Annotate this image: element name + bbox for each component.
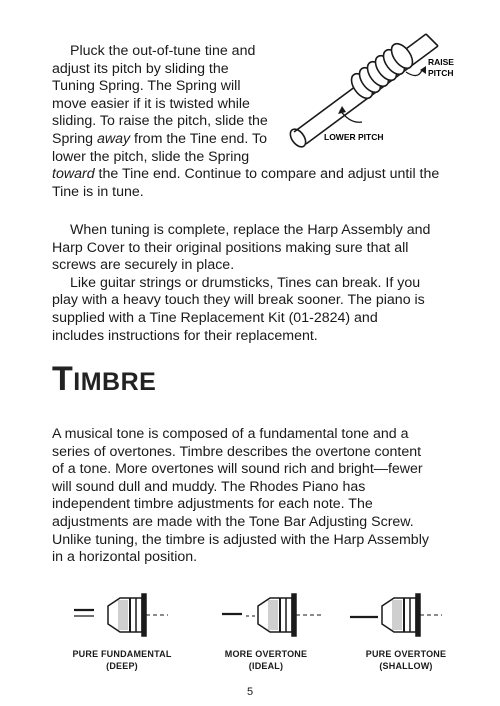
tone-label-line2: (IDEAL) [248,661,284,671]
intro-paragraph [52,43,442,201]
tone-label-line1: MORE OVERTONE [224,649,308,659]
tone-label-line1: PURE OVERTONE [365,649,447,659]
tone-label-pure-overtone [336,648,476,672]
tone-label-line2: (SHALLOW) [379,661,433,671]
heading-initial: T [52,360,74,398]
intro-text-3: the Tine end. Continue to compare and adjust until the Tine is in tune. [52,166,440,200]
tone-label-more-overtone [196,648,336,672]
tone-label-pure-fundamental [52,648,192,672]
heading-rest: IMBRE [73,368,157,396]
intro-text-2: from the Tine end. To lower the pitch, slide the Spring [52,130,268,165]
intro-text-1: Pluck the out-of-tune tine and adjust its pitch by sliding the Tuning Spring. The Spring will move easier if it is twisted while sliding. To raise the pitch, slide the Spring [52,43,268,147]
timbre-paragraph: A musical tone is composed of a fundamental tone and a series of overtones. Timbre describes the overtone content of a tone. More overtones will sound rich and bright—fewer will sound dull and muddy. The Rhodes Piano has independent timbre adjustments for each note. The adjustments are made with the Tone Bar Adjusting Screw. Unlike tuning, the timbre is adjusted with the Harp Assembly in a horizontal position. [52,426,429,566]
tone-diagram-more-overtone [220,590,330,640]
page-number: 5 [246,686,254,698]
tuning-complete-paragraph: When tuning is complete, replace the Harp Assembly and Harp Cover to their original positions making sure that all screws are securely in place. [52,222,431,274]
tone-label-line2: (DEEP) [106,661,138,671]
diagram-space [274,43,442,151]
tone-label-line1: PURE FUNDAMENTAL [72,649,172,659]
lower-pitch-label: LOWER PITCH [324,132,384,142]
tone-diagram-pure-overtone [348,590,458,640]
section-heading-timbre [52,360,157,398]
intro-away-emphasis: away [96,130,131,147]
tuning-complete-section [52,222,432,345]
tine-breakage-paragraph: Like guitar strings or drumsticks, Tines can break. If you play with a heavy touch they will break sooner. The piano is supplied with a Tine Replacement Kit (01-2824) and includes instructions for their replacement. [52,274,425,344]
intro-toward-emphasis: toward [52,166,95,183]
tone-diagram-pure-fundamental [72,590,182,640]
raise-pitch-label: RAISE [428,57,454,67]
raise-pitch-label-2: PITCH [428,68,454,78]
